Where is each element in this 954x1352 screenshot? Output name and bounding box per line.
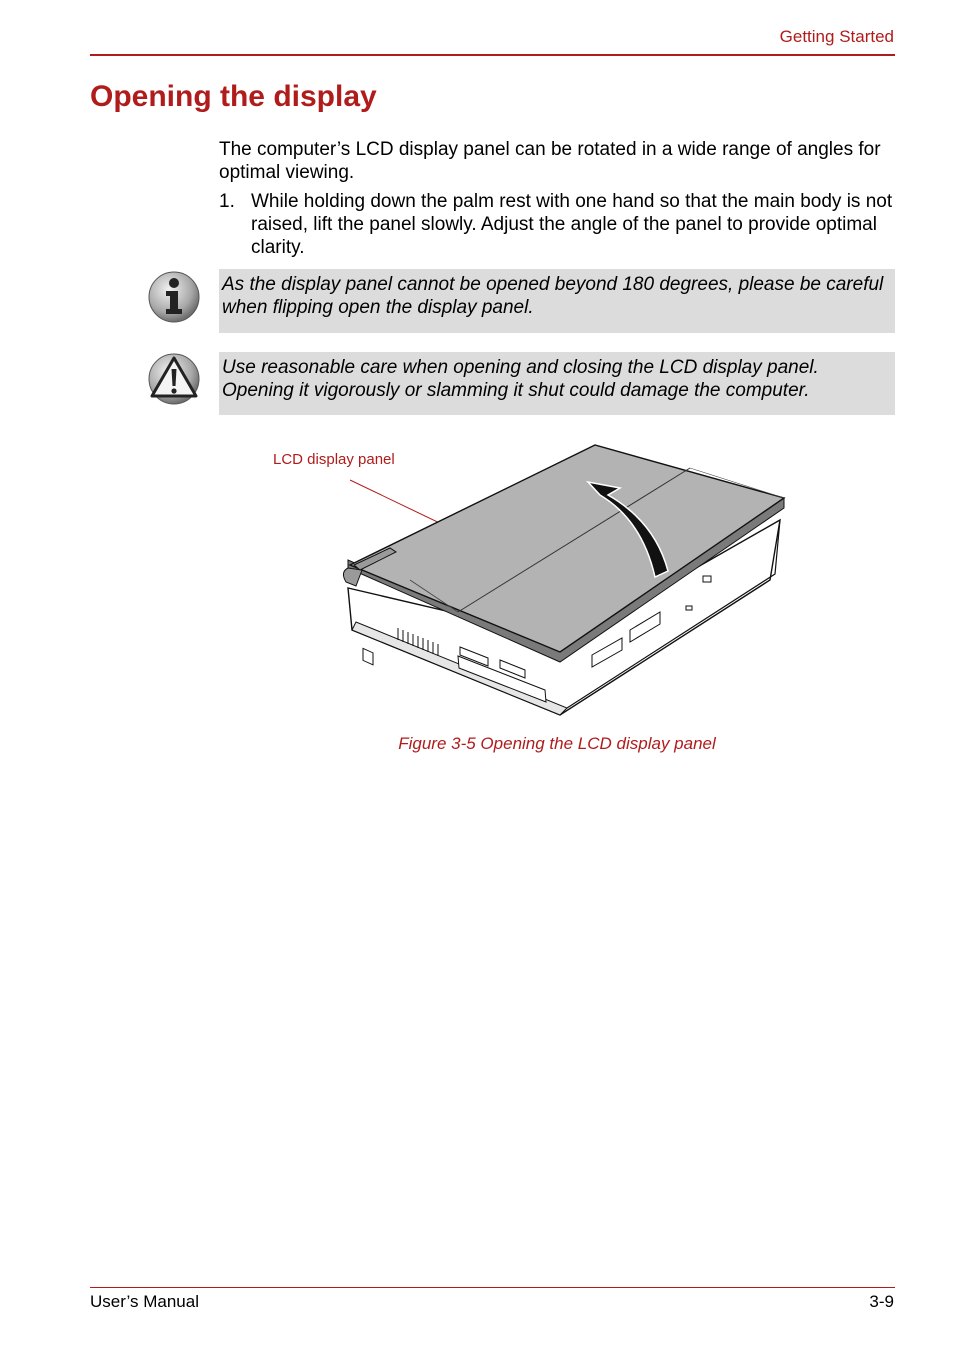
figure-callout: LCD display panel <box>273 451 395 468</box>
info-icon <box>147 270 201 324</box>
figure-caption: Figure 3-5 Opening the LCD display panel <box>398 734 716 753</box>
step-number: 1. <box>219 191 235 212</box>
step-text: While holding down the palm rest with one hand so that the main body is not raised, lift the panel slowly. Adjust the angle of the panel to provide optimal clarity. <box>251 191 893 258</box>
info-note: As the display panel cannot be opened beyond 180 degrees, please be careful when flipping open the display panel. <box>219 269 895 333</box>
running-header: Getting Started <box>779 27 894 46</box>
caution-note: Use reasonable care when opening and closing the LCD display panel. Opening it vigorously or slamming it shut could damage the computer. <box>219 352 895 415</box>
step-item <box>219 190 895 259</box>
footer-page-number: 3-9 <box>869 1292 894 1311</box>
intro-paragraph: The computer’s LCD display panel can be rotated in a wide range of angles for optimal viewing. <box>219 139 881 183</box>
caution-icon <box>147 352 201 406</box>
page-title: Opening the display <box>90 80 377 113</box>
footer-manual-title: User’s Manual <box>90 1292 199 1311</box>
laptop-illustration <box>270 440 800 725</box>
header-rule <box>90 54 895 56</box>
footer-rule <box>90 1287 895 1288</box>
